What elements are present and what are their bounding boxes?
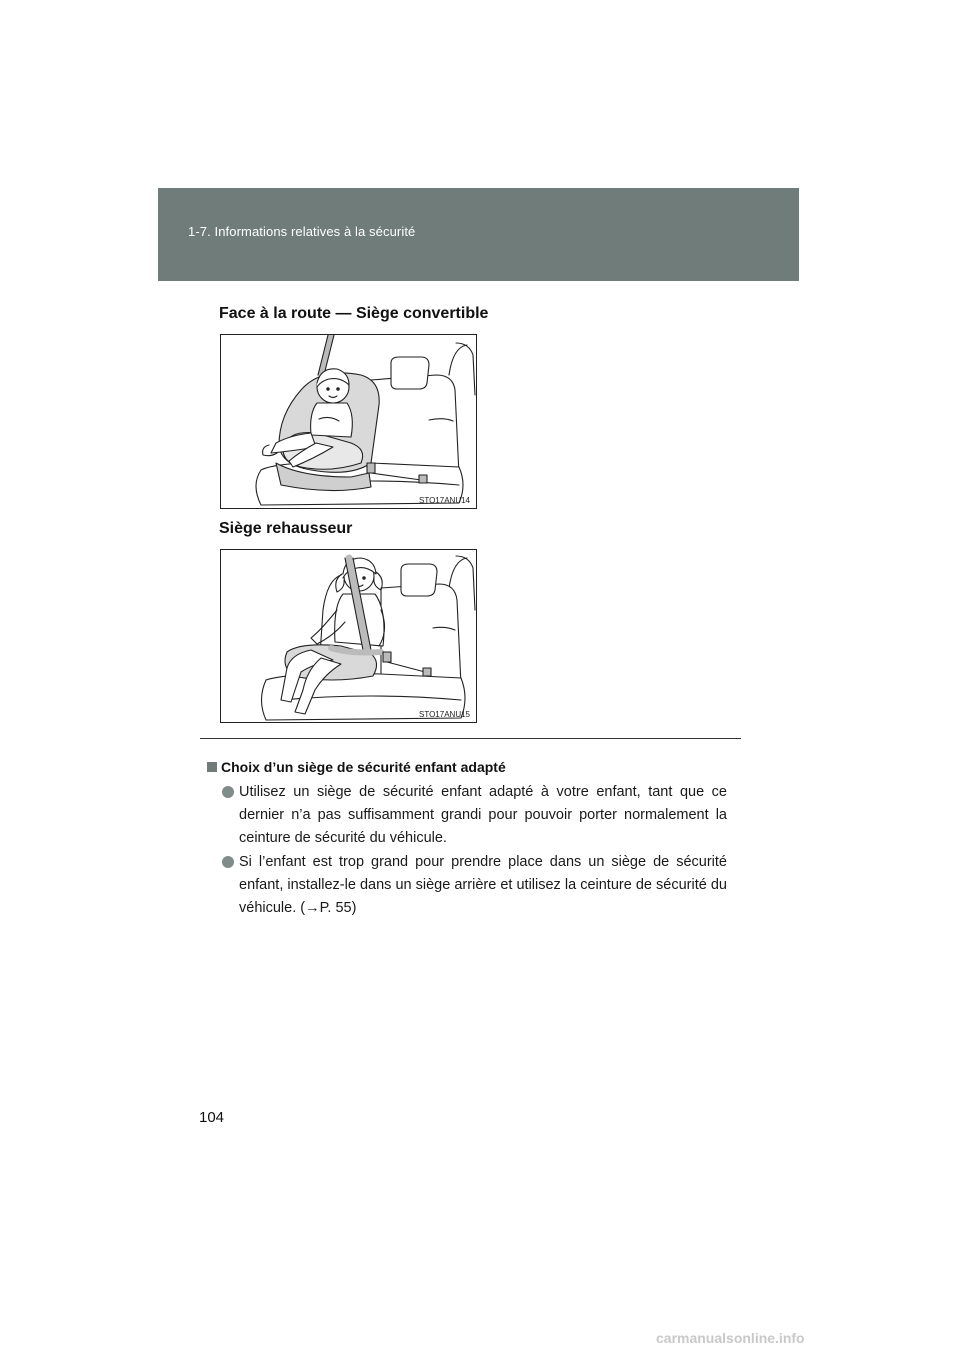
bullet-text-2: Si l’enfant est trop grand pour prendre place dans un siège de sécurité enfant, installez-le dans un siège arrière et utilisez la ceinture de sécurité du véhicule. (→P. 55)	[239, 854, 727, 916]
booster-seat-illustration	[221, 550, 476, 722]
page-number: 104	[199, 1109, 225, 1126]
subheading	[207, 759, 506, 775]
bullet-text-1: Utilisez un siège de sécurité enfant adapté à votre enfant, tant que ce dernier n’a pas suffisamment grandi pour pouvoir porter normalement la ceinture de sécurité du véhicule.	[239, 784, 727, 846]
section-title: 1-7. Informations relatives à la sécurité	[188, 224, 416, 239]
section-header-band	[158, 188, 799, 281]
subheading-text: Choix d’un siège de sécurité enfant adapté	[221, 759, 506, 775]
figure-1-heading: Face à la route — Siège convertible	[219, 305, 489, 322]
circle-bullet-icon	[222, 786, 234, 798]
square-bullet-icon	[207, 762, 217, 772]
convertible-seat-illustration	[221, 335, 476, 508]
figure-booster-seat	[220, 549, 477, 723]
figure-2-heading: Siège rehausseur	[219, 520, 353, 537]
bullet-item-2	[222, 851, 727, 920]
section-divider	[200, 738, 741, 739]
bullet-item-1	[222, 781, 727, 850]
figure-convertible-seat	[220, 334, 477, 509]
figure-2-code: STO17ANU15	[419, 710, 470, 719]
figure-1-code: STO17ANU14	[419, 496, 470, 505]
watermark: carmanualsonline.info	[656, 1330, 805, 1346]
circle-bullet-icon	[222, 856, 234, 868]
